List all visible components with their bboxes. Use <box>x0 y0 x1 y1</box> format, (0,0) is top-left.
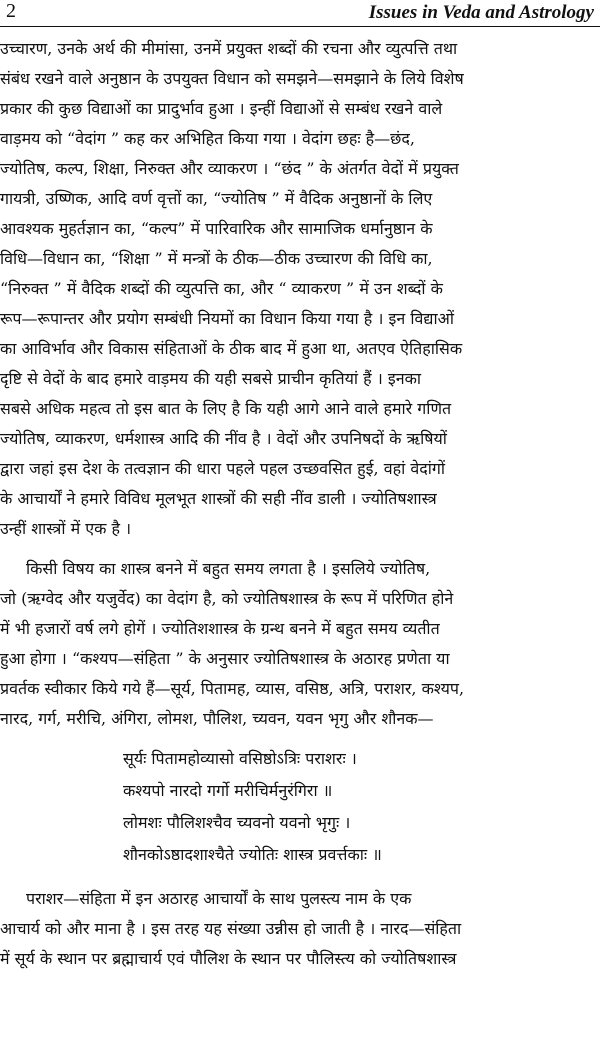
text-line: संबंध रखने वाले अनुष्ठान के उपयुक्त विधान को समझने—समझाने के लिये विशेष <box>0 69 464 88</box>
text-line: रूप—रूपान्तर और प्रयोग सम्बंधी नियमों का विधान किया गया है । इन विद्याओं <box>0 309 454 328</box>
text-line: में भी हजारों वर्ष लगे होगें । ज्योतिशशास्त्र के ग्रन्थ बनने में बहुत समय व्यतीत <box>0 619 440 638</box>
text-line: वाड़मय को “वेदांग ” कह कर अभिहित किया गया । वेदांग छहः है—छंद, <box>0 129 415 148</box>
text-line: नारद, गर्ग, मरीचि, अंगिरा, लोमश, पौलिश, च्यवन, यवन भृगु और शौनक— <box>0 709 434 728</box>
text-line: हुआ होगा । “कश्यप—संहिता ” के अनुसार ज्योतिषशास्त्र के अठारह प्रणेता या <box>0 649 450 668</box>
text-line: के आचार्यों ने हमारे विविध मूलभूत शास्त्रों की सही नींव डाली । ज्योतिषशास्त्र <box>0 489 437 508</box>
page-number: 2 <box>6 0 16 22</box>
text-line: दृष्टि से वेदों के बाद हमारे वाड़मय की यही सबसे प्राचीन कृतियां हैं । इनका <box>0 369 422 388</box>
text-line: किसी विषय का शास्त्र बनने में बहुत समय लगता है । इसलिये ज्योतिष, <box>26 559 431 578</box>
text-line: ज्योतिष, व्याकरण, धर्मशास्त्र आदि की नींव है । वेदों और उपनिषदों के ऋषियों <box>0 429 447 448</box>
text-line: में सूर्य के स्थान पर ब्रह्माचार्य एवं पौलिश के स्थान पर पौलिस्त्य को ज्योतिषशास्त्र <box>0 949 457 968</box>
text-line: “निरुक्त ” में वैदिक शब्दों की व्युत्पत्ति का, और “ व्याकरण ” में उन शब्दों के <box>0 279 443 298</box>
text-line: पराशर—संहिता में इन अठारह आचार्यों के साथ पुलस्त्य नाम के एक <box>26 889 412 908</box>
text-line: ज्योतिष, कल्प, शिक्षा, निरुक्त और व्याकरण । “छंद ” के अंतर्गत वेदों में प्रयुक्त <box>0 159 459 178</box>
text-line: गायत्री, उष्णिक, आदि वर्ण वृत्तों का, “ज्योतिष ” में वैदिक अनुष्ठानों के लिए <box>0 189 433 208</box>
running-title: Issues in Veda and Astrology <box>368 2 594 23</box>
text-line: जो (ऋग्वेद और यजुर्वेद) का वेदांग है, को ज्योतिषशास्त्र के रूप में परिणित होने <box>0 589 454 608</box>
text-line: का आविर्भाव और विकास संहिताओं के ठीक बाद में हुआ था, अतएव ऐतिहासिक <box>0 339 463 358</box>
text-line: प्रकार की कुछ विद्याओं का प्रादुर्भाव हुआ । इन्हीं विद्याओं से सम्बंध रखने वाले <box>0 99 443 118</box>
text-line: द्वारा जहां इस देश के तत्वज्ञान की धारा पहले पहल उच्छवसित हुई, वहां वेदांगों <box>0 459 446 478</box>
verse-line: लोमशः पौलिशश्चैव च्यवनो यवनो भृगुः । <box>123 813 351 832</box>
page-header <box>0 0 600 27</box>
verse-line: शौनकोऽष्ठादशाश्चैते ज्योतिः शास्त्र प्रवर्त्तकाः ॥ <box>123 845 382 864</box>
text-line: उच्चारण, उनके अर्थ की मीमांसा, उनमें प्रयुक्त शब्दों की रचना और व्युत्पत्ति तथा <box>0 39 458 58</box>
text-line: प्रवर्तक स्वीकार किये गये हैं—सूर्य, पितामह, व्यास, वसिष्ठ, अत्रि, पराशर, कश्यप, <box>0 679 465 698</box>
verse-line: सूर्यः पितामहोव्यासो वसिष्ठोऽत्रिः पराशरः । <box>123 749 357 768</box>
text-line: विधि—विधान का, “शिक्षा ” में मन्त्रों के ठीक—ठीक उच्चारण की विधि का, <box>0 249 433 268</box>
text-line: आवश्यक मुहर्तज्ञान का, “कल्प” में पारिवारिक और सामाजिक धर्मानुष्ठान के <box>0 219 433 238</box>
text-line: आचार्य को और माना है । इस तरह यह संख्या उन्नीस हो जाती है । नारद—संहिता <box>0 919 462 938</box>
verse-line: कश्यपो नारदो गर्गो मरीचिर्मनुरंगिरा ॥ <box>123 781 333 800</box>
text-line: उन्हीं शास्त्रों में एक है । <box>0 519 132 538</box>
text-line: सबसे अधिक महत्व तो इस बात के लिए है कि यही आगे आने वाले हमारे गणित <box>0 399 452 418</box>
